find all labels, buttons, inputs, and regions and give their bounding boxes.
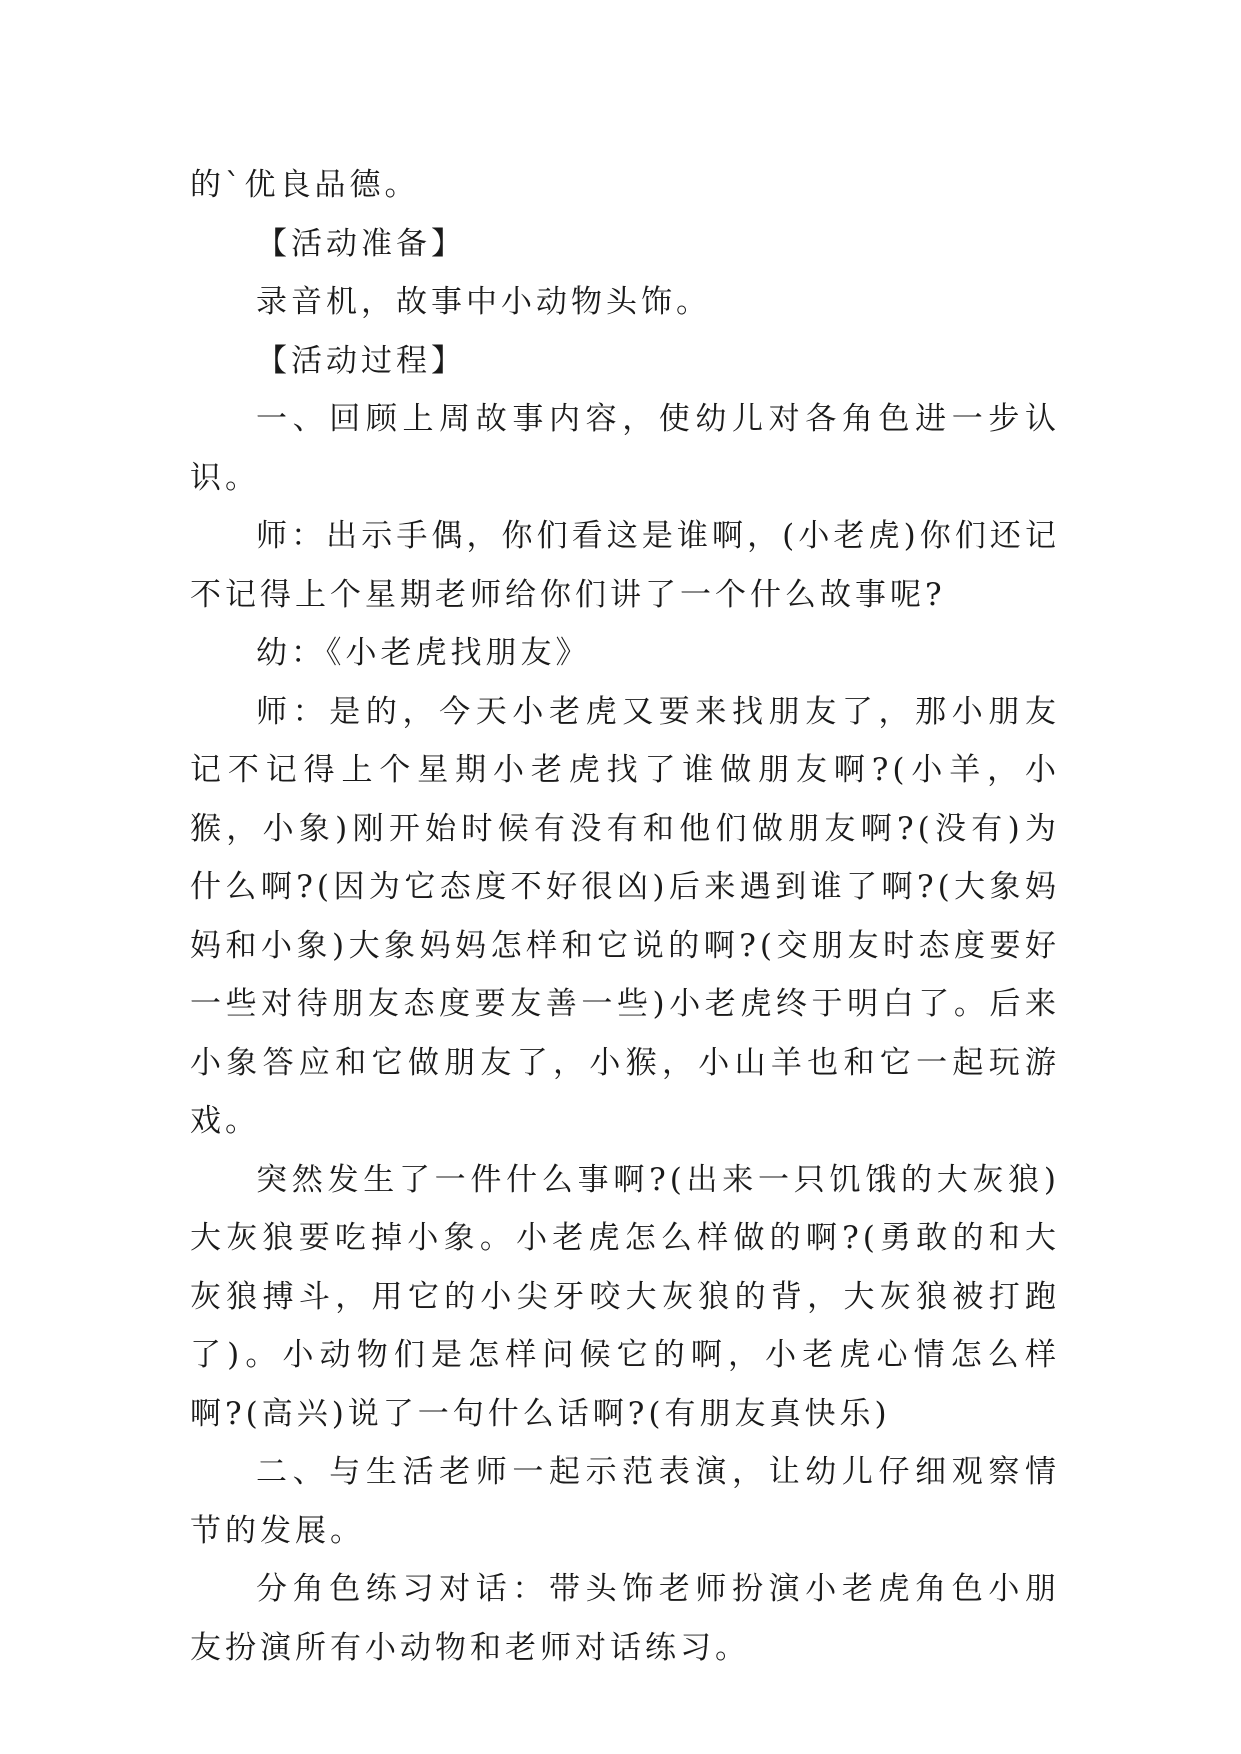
paragraph-teacher-review: 师：是的，今天小老虎又要来找朋友了，那小朋友记不记得上个星期小老虎找了谁做朋友啊?(小羊，小猴，小象)刚开始时候有没有和他们做朋友啊?(没有)为什么啊?(因为它态度不好很凶)后来遇到谁了啊?(大象妈妈和小象)大象妈妈怎样和它说的啊?(交朋友时态度要好一些对待朋友态度要友善一些)小老虎终于明白了。后来小象答应和它做朋友了，小猴，小山羊也和它一起玩游戏。 <box>190 693 1060 1139</box>
heading-activity-preparation: 【活动准备】 <box>256 225 466 262</box>
paragraph-step-one: 一、回顾上周故事内容，使幼儿对各角色进一步认识。 <box>190 401 1060 496</box>
heading-activity-process: 【活动过程】 <box>256 342 466 379</box>
paragraph-child-answer: 幼：《小老虎找朋友》 <box>256 635 591 671</box>
paragraph-materials: 录音机，故事中小动物头饰。 <box>256 284 711 320</box>
paragraph-continuation: 的`优良品德。 <box>190 167 420 203</box>
paragraph-step-two: 二、与生活老师一起示范表演，让幼儿仔细观察情节的发展。 <box>190 1454 1060 1549</box>
paragraph-story-event: 突然发生了一件什么事啊?(出来一只饥饿的大灰狼)大灰狼要吃掉小象。小老虎怎么样做的啊?(勇敢的和大灰狼搏斗，用它的小尖牙咬大灰狼的背，大灰狼被打跑了)。小动物们是怎样问候它的啊，小老虎心情怎么样啊?(高兴)说了一句什么话啊?(有朋友真快乐) <box>190 1161 1060 1432</box>
paragraph-teacher-question: 师：出示手偶，你们看这是谁啊，(小老虎)你们还记不记得上个星期老师给你们讲了一个什么故事呢? <box>190 518 1060 613</box>
document-body <box>190 156 1060 1677</box>
paragraph-role-practice: 分角色练习对话：带头饰老师扮演小老虎角色小朋友扮演所有小动物和老师对话练习。 <box>190 1571 1060 1666</box>
